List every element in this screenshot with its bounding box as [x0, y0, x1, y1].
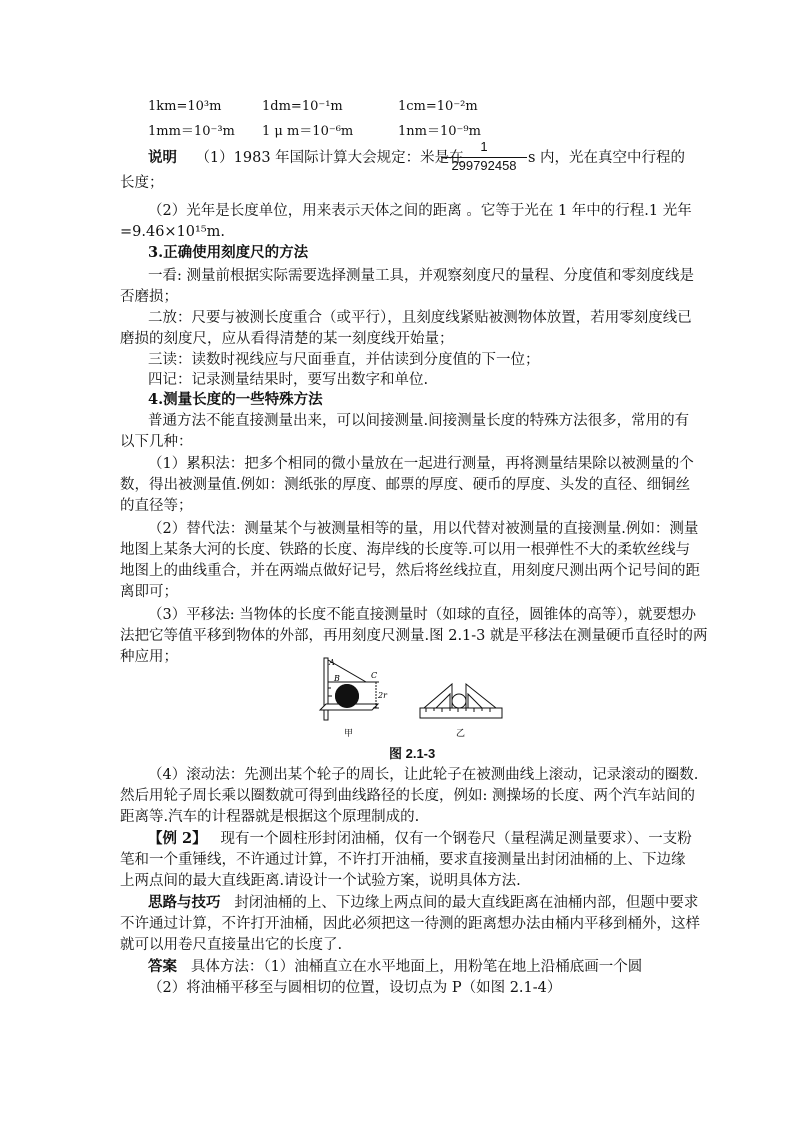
figure-right-yi: [420, 684, 502, 739]
thinking-line-3: 就可以用卷尺直接量出它的长度了.: [120, 937, 343, 953]
thinking-label: 思路与技巧: [148, 894, 221, 911]
figure-caption: 图 2.1-3: [389, 746, 436, 761]
section-3-line-6: 四记：记录测量结果时，要写出数字和单位.: [148, 372, 429, 388]
label-a: A: [329, 658, 335, 667]
method-1-line-3: 的直径等；: [120, 498, 193, 514]
ruler-vertical: [324, 658, 328, 720]
note-line-1a: [148, 148, 464, 168]
method-2-line-2: 地图上某条大河的长度、铁路的长度、海岸线的长度等.可以用一根弹性不大的柔软丝线与: [120, 542, 691, 558]
answer-line-2: （2）将油桶平移至与圆相切的位置，设切点为 P（如图 2.1-4）: [148, 980, 562, 996]
thinking-line-2: 不许通过计算，不许打开油桶，因此必须把这一待测的距离想办法由桶内平移到桶外，这样: [120, 916, 700, 932]
fraction-numerator: 1: [480, 139, 488, 154]
section-3-line-1: 一看: 测量前根据实际需要选择测量工具，并观察刻度尺的量程、分度值和零刻度线是: [148, 268, 694, 284]
note-line-4: =9.46×10¹⁵m.: [120, 224, 226, 240]
thinking-line-1: [148, 893, 698, 913]
section-3-line-2: 否磨损；: [120, 289, 178, 305]
example-2-line-1: [148, 829, 692, 849]
figure-2-1-3: [316, 656, 516, 740]
figure-left-jia: [320, 658, 388, 739]
method-1-line-2: 数，得出被测量值.例如：测纸张的厚度、邮票的厚度、硬币的厚度、头发的直径、细铜丝: [120, 477, 691, 493]
label-2r: 2r: [378, 691, 387, 700]
note-line-1b: s 内，光在真空中行程的: [528, 150, 686, 166]
section-3-line-4: 磨损的刻度尺，应从看得清楚的某一刻度线开始量；: [120, 331, 454, 347]
method-1-line-1: （1）累积法：把多个相同的微小量放在一起进行测量，再将测量结果除以被测量的个: [148, 456, 694, 472]
sublabel-jia: 甲: [344, 729, 354, 739]
coin-upright: [452, 694, 466, 708]
note-line-3: （2）光年是长度单位，用来表示天体之间的距离 。它等于光在 1 年中的行程.1 光年: [148, 203, 692, 219]
method-4-line-1: （4）滚动法：先测出某个轮子的周长，让此轮子在被测曲线上滚动，记录滚动的圈数.: [148, 767, 699, 783]
example-2-line-2: 笔和一个重锤线，不许通过计算，不许打开油桶，要求直接测量出封闭油桶的上、下边缘: [120, 852, 686, 868]
note-text-1a: （1）1983 年国际计算大会规定：米是在: [195, 150, 464, 166]
section-3-line-3: 二放：尺要与被测长度重合（或平行），且刻度线紧贴被测物体放置，若用零刻度线已: [148, 310, 692, 326]
section-4-line-1: 普通方法不能直接测量出来，可以间接测量.间接测量长度的特殊方法很多，常用的有: [148, 413, 690, 429]
label-b: B: [334, 674, 340, 683]
answer-text-1: 具体方法：（1）油桶直立在水平地面上，用粉笔在地上沿桶底画一个圆: [190, 959, 643, 975]
unit-km: 1km=10³m: [148, 99, 222, 114]
thinking-text-1: 封闭油桶的上、下边缘上两点间的最大直线距离在油桶内部，但题中要求: [234, 895, 699, 911]
note-fraction: [441, 139, 527, 176]
method-2-line-1: （2）替代法：测量某个与被测量相等的量，用以代替对被测量的直接测量.例如：测量: [148, 521, 699, 537]
note-label: 说明: [148, 149, 177, 166]
example-2-text-1: 现有一个圆柱形封闭油桶，仅有一个钢卷尺（量程满足测量要求）、一支粉: [220, 831, 692, 847]
answer-line-1: [148, 957, 642, 977]
unit-um: 1 μ m＝10⁻⁶m: [262, 124, 354, 139]
section-4-title: 4.测量长度的一些特殊方法: [148, 391, 323, 408]
method-3-line-1: （3）平移法: 当物体的长度不能直接测量时（如球的直径，圆锥体的高等），就要想办: [148, 607, 696, 623]
unit-mm: 1mm＝10⁻³m: [148, 124, 235, 139]
method-2-line-4: 离即可；: [120, 584, 178, 600]
sublabel-yi: 乙: [456, 729, 466, 739]
unit-dm: 1dm=10⁻¹m: [262, 99, 343, 114]
method-3-line-3: 种应用；: [120, 649, 178, 665]
example-2-line-3: 上两点间的最大直线距离.请设计一个试验方案，说明具体方法.: [120, 873, 521, 889]
answer-label: 答案: [148, 958, 177, 975]
note-line-2: 长度；: [120, 175, 164, 191]
method-3-line-2: 法把它等值平移到物体的外部，再用刻度尺测量.图 2.1-3 就是平移法在测量硬币直径时的两: [120, 628, 708, 644]
fraction-denominator: 299792458: [451, 158, 517, 173]
label-c: C: [371, 671, 378, 680]
coin-front: [335, 684, 359, 708]
method-2-line-3: 地图上的曲线重合，并在两端点做好记号，然后将丝线拉直，用刻度尺测出两个记号间的距: [120, 563, 700, 579]
method-4-line-3: 距离等.汽车的计程器就是根据这个原理制成的.: [120, 809, 420, 825]
method-4-line-2: 然后用轮子周长乘以圈数就可得到曲线路径的长度，例如: 测操场的长度、两个汽车站间的: [120, 788, 695, 804]
example-2-label: 【例 2】: [148, 830, 207, 847]
section-3-line-5: 三读：读数时视线应与尺面垂直，并估读到分度值的下一位；: [148, 352, 540, 368]
section-3-title: 3.正确使用刻度尺的方法: [148, 244, 309, 261]
section-4-line-2: 以下几种：: [120, 434, 193, 450]
unit-nm: 1nm＝10⁻⁹m: [398, 124, 481, 139]
unit-cm: 1cm=10⁻²m: [398, 99, 478, 114]
